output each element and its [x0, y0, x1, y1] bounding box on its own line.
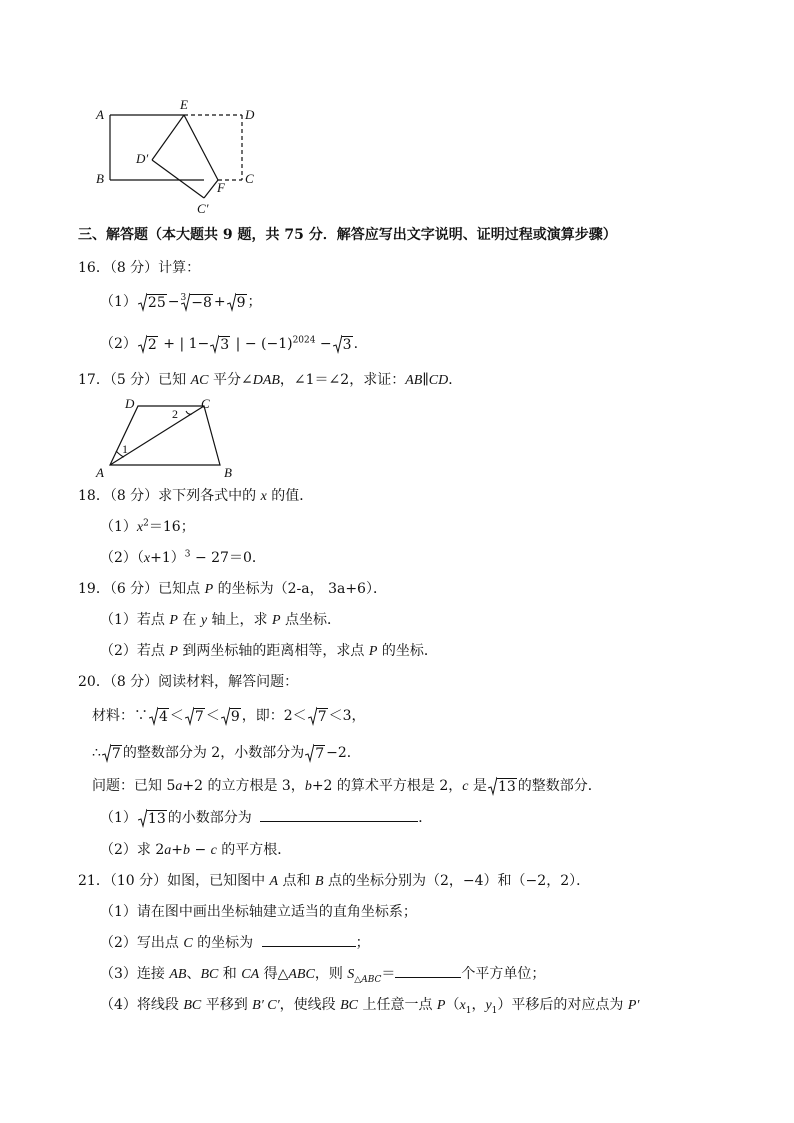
section-heading: 三、解答题（本大题共 9 题，共 75 分．解答应写出文字说明、证明过程或演算步骤）: [78, 227, 617, 243]
label-C: C: [245, 171, 254, 186]
sqrt-25: 25: [138, 292, 167, 312]
angle-1: 1: [122, 442, 128, 456]
q18-heading: 18．（8 分）求下列各式中的 x 的值．: [78, 488, 314, 504]
label-A: A: [96, 107, 104, 122]
q17-text: 17．（5 分）已知 AC 平分∠DAB，∠1＝∠2，求证：AB∥CD．: [78, 372, 463, 388]
label-A: A: [96, 465, 104, 480]
q21-part4: （4）将线段 BC 平移到 B′ C′，使线段 BC 上任意一点 $P(x_1$，$y_1$）平移后的对应点为 P′: [100, 997, 640, 1016]
q20-part2: （2）求 2a+b − c 的平方根．: [100, 842, 292, 858]
answer-blank-q21-2[interactable]: [262, 934, 356, 947]
label-B: B: [224, 465, 232, 480]
q18-part1: $(1)x^2=16$；: [100, 518, 195, 535]
q16-heading: 16．（8 分）计算：: [78, 260, 201, 276]
folded-rectangle-figure: [90, 95, 280, 220]
q21-heading: 21．（10 分）如图，已知图中 A 点和 B 点的坐标分别为（2，−4）和（−2，2）．: [78, 873, 591, 889]
q20-heading: 20．（8 分）阅读材料，解答问题：: [78, 674, 299, 690]
label-C: C: [201, 396, 210, 411]
q19-part2: （2）若点 P 到两坐标轴的距离相等，求点 P 的坐标．: [100, 643, 438, 659]
q21-part2: （2）写出点 C 的坐标为 ；: [100, 935, 370, 951]
q20-material-line2: ∴ 7 的整数部分为 2，小数部分为 7 −2．: [92, 745, 361, 762]
q16-part1: （1） 25 −$^3$ −8 + 9 ；: [100, 293, 262, 311]
label-D: D: [125, 396, 135, 411]
q18-part2: $(2)(x+1)^3 - 27=0$．: [100, 549, 266, 566]
label-F: F: [217, 180, 225, 195]
q20-problem: 问题：已知 5a+2 的立方根是 3，b+2 的算术平方根是 2，c 是 13 的整数部分．: [92, 778, 602, 795]
q21-part1: （1）请在图中画出坐标轴建立适当的直角坐标系；: [100, 904, 417, 920]
q16-part2: （2） 2 + | 1− 3 | − $(-1)^{2024} - 3$ .: [100, 335, 359, 353]
answer-blank-q20-1[interactable]: [260, 809, 418, 822]
trapezoid-figure: [88, 393, 248, 483]
answer-blank-q21-3[interactable]: [395, 965, 461, 978]
label-B: B: [96, 171, 104, 186]
q19-part1: （1）若点 P 在 y 轴上，求 P 点坐标．: [100, 612, 341, 628]
label-Dp: D′: [136, 151, 149, 166]
q20-material-line1: 材料：∵ 4 ＜ 7 ＜ 9 ，即：2＜ 7 ＜3，: [92, 708, 366, 725]
label-Cp: C′: [197, 201, 209, 216]
cbrt-neg8: $^3$ −8: [180, 293, 212, 311]
angle-2: 2: [172, 407, 178, 421]
label-D: D: [245, 107, 255, 122]
sqrt-9: 9: [227, 292, 247, 312]
label-E: E: [180, 97, 188, 112]
q19-heading: 19．（6 分）已知点 P 的坐标为（2-a， 3a+6）．: [78, 581, 387, 597]
q20-part1: （1） 13 的小数部分为 ．: [100, 810, 433, 827]
q21-part3: （3）连接 AB、BC 和 CA 得△ABC，则 $S_{\triangle ABC}=$ 个平方单位；: [100, 966, 546, 985]
